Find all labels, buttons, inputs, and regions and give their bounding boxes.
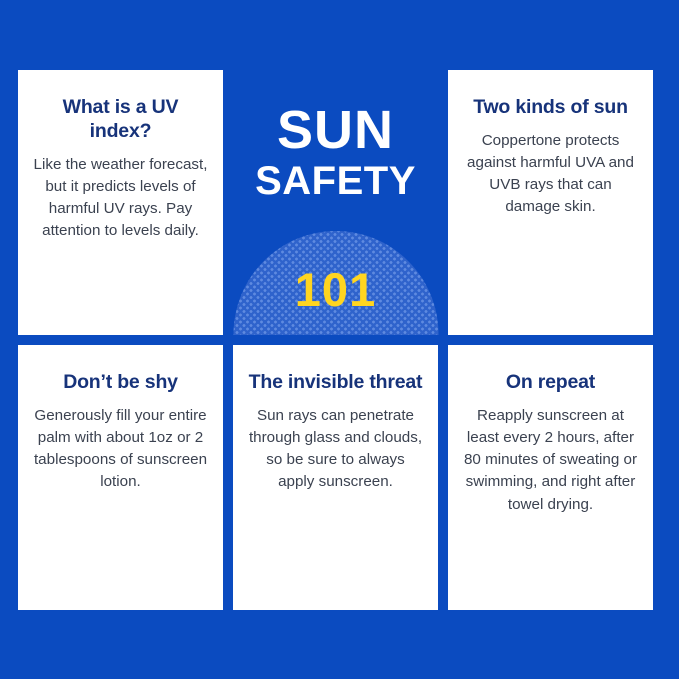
card-title: Don’t be shy [63,371,178,393]
card-uv-index [18,70,223,335]
card-title: The invisible threat [248,371,423,393]
card-title: On repeat [505,371,596,393]
card-title: Two kinds of sun [473,96,628,118]
card-body: Coppertone protects against harmful UVA and UVB rays that can damage skin. [467,131,634,216]
card-grid [18,70,661,610]
card-dont-be-shy [18,345,223,610]
card-two-kinds-of-sun [448,70,653,335]
card-title: What is a UV index? [62,96,179,142]
card-on-repeat [448,345,653,610]
hero-badge-101: 101 [294,263,377,316]
card-body: Sun rays can penetrate through glass and clouds, so be sure to always apply sunscreen. [248,406,423,491]
card-body: Like the weather forecast, but it predicts levels of harmful UV rays. Pay attention to levels daily. [33,155,208,240]
hero-title-line2: SAFETY [255,158,416,203]
hero-title-line1: SUN [276,100,394,160]
hero [233,70,438,335]
card-invisible-threat [233,345,438,610]
card-body: Reapply sunscreen at least every 2 hours, after 80 minutes of sweating or swimming, and right after towel drying. [463,406,638,513]
hero-panel [233,70,438,335]
card-body: Generously fill your entire palm with about 1oz or 2 tablespoons of sunscreen lotion. [33,406,208,491]
